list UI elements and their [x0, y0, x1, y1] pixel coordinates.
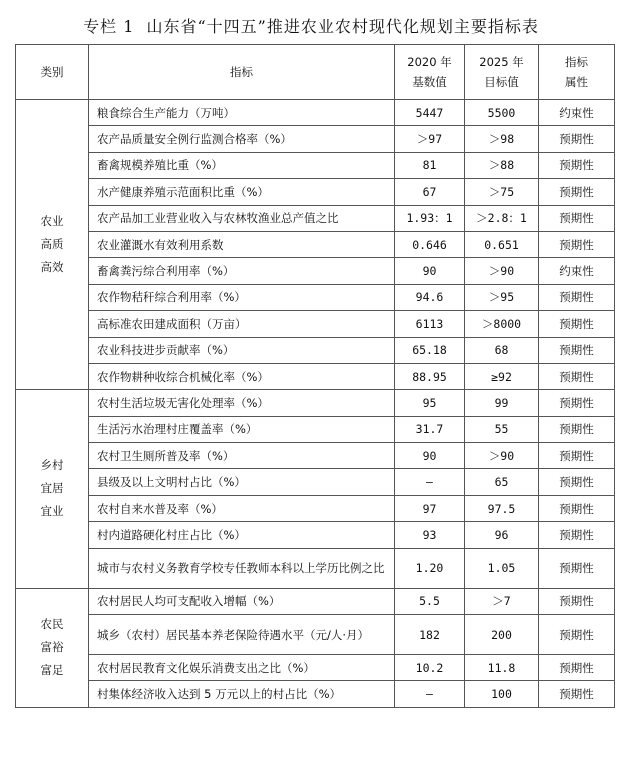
- table-row: [16, 363, 615, 389]
- target-value-cell: 68: [465, 337, 539, 363]
- table-row: [16, 205, 615, 231]
- attribute-cell: 预期性: [539, 495, 615, 521]
- attribute-cell: 预期性: [539, 337, 615, 363]
- header-target-value: 2025 年 目标值: [465, 45, 539, 100]
- attribute-cell: 预期性: [539, 522, 615, 548]
- base-value-cell: 65.18: [395, 337, 465, 363]
- table-row: [16, 337, 615, 363]
- base-value-cell: 90: [395, 258, 465, 284]
- attribute-cell: 预期性: [539, 126, 615, 152]
- attribute-cell: 预期性: [539, 363, 615, 389]
- table-row: [16, 231, 615, 257]
- base-value-cell: 182: [395, 615, 465, 655]
- table-row: [16, 284, 615, 310]
- attribute-cell: 预期性: [539, 588, 615, 614]
- target-value-cell: 11.8: [465, 655, 539, 681]
- indicator-name-cell: 村集体经济收入达到 5 万元以上的村占比（%）: [89, 681, 395, 707]
- indicator-name-cell: 农作物秸秆综合利用率（%）: [89, 284, 395, 310]
- attribute-cell: 预期性: [539, 390, 615, 416]
- table-row: [16, 258, 615, 284]
- attribute-cell: 预期性: [539, 179, 615, 205]
- table-row: [16, 126, 615, 152]
- base-value-cell: 90: [395, 443, 465, 469]
- attribute-cell: 预期性: [539, 548, 615, 588]
- base-value-cell: 67: [395, 179, 465, 205]
- header-attribute: 指标 属性: [539, 45, 615, 100]
- attribute-cell: 预期性: [539, 284, 615, 310]
- base-value-cell: 6113: [395, 311, 465, 337]
- indicator-name-cell: 农业灌溉水有效利用系数: [89, 231, 395, 257]
- attribute-cell: 预期性: [539, 681, 615, 707]
- indicator-name-cell: 水产健康养殖示范面积比重（%）: [89, 179, 395, 205]
- attribute-cell: 预期性: [539, 311, 615, 337]
- target-value-cell: 100: [465, 681, 539, 707]
- base-value-cell: 10.2: [395, 655, 465, 681]
- table-row: [16, 152, 615, 178]
- table-row: [16, 179, 615, 205]
- target-value-cell: ＞7: [465, 588, 539, 614]
- table-row: [16, 495, 615, 521]
- indicator-name-cell: 畜禽粪污综合利用率（%）: [89, 258, 395, 284]
- header-base-value: 2020 年 基数值: [395, 45, 465, 100]
- indicator-name-cell: 农产品质量安全例行监测合格率（%）: [89, 126, 395, 152]
- target-value-cell: ＞90: [465, 443, 539, 469]
- indicator-name-cell: 县级及以上文明村占比（%）: [89, 469, 395, 495]
- base-value-cell: ＞97: [395, 126, 465, 152]
- table-row: [16, 311, 615, 337]
- target-value-cell: 97.5: [465, 495, 539, 521]
- attribute-cell: 预期性: [539, 416, 615, 442]
- base-value-cell: 94.6: [395, 284, 465, 310]
- base-value-cell: 93: [395, 522, 465, 548]
- target-value-cell: ≥92: [465, 363, 539, 389]
- table-row: [16, 522, 615, 548]
- table-row: [16, 390, 615, 416]
- attribute-cell: 预期性: [539, 469, 615, 495]
- indicator-name-cell: 农业科技进步贡献率（%）: [89, 337, 395, 363]
- target-value-cell: 65: [465, 469, 539, 495]
- base-value-cell: 88.95: [395, 363, 465, 389]
- indicator-name-cell: 农村自来水普及率（%）: [89, 495, 395, 521]
- indicator-name-cell: 农村生活垃圾无害化处理率（%）: [89, 390, 395, 416]
- table-row: [16, 588, 615, 614]
- base-value-cell: 81: [395, 152, 465, 178]
- attribute-cell: 约束性: [539, 258, 615, 284]
- attribute-cell: 预期性: [539, 205, 615, 231]
- attribute-cell: 预期性: [539, 231, 615, 257]
- base-value-cell: 1.93：1: [395, 205, 465, 231]
- attribute-cell: 预期性: [539, 615, 615, 655]
- column-label: 专栏 1: [83, 17, 135, 36]
- category-cell: 乡村 宜居 宜业: [16, 390, 89, 588]
- attribute-cell: 预期性: [539, 655, 615, 681]
- indicator-name-cell: 城乡（农村）居民基本养老保险待遇水平（元/人·月）: [89, 615, 395, 655]
- base-value-cell: —: [395, 469, 465, 495]
- base-value-cell: 5.5: [395, 588, 465, 614]
- base-value-cell: 95: [395, 390, 465, 416]
- table-row: [16, 615, 615, 655]
- indicator-name-cell: 农村卫生厕所普及率（%）: [89, 443, 395, 469]
- base-value-cell: 97: [395, 495, 465, 521]
- indicator-name-cell: 粮食综合生产能力（万吨）: [89, 100, 395, 126]
- table-row: [16, 469, 615, 495]
- base-value-cell: 5447: [395, 100, 465, 126]
- indicator-name-cell: 生活污水治理村庄覆盖率（%）: [89, 416, 395, 442]
- target-value-cell: 0.651: [465, 231, 539, 257]
- category-cell: 农业 高质 高效: [16, 100, 89, 390]
- attribute-cell: 预期性: [539, 443, 615, 469]
- indicator-name-cell: 畜禽规模养殖比重（%）: [89, 152, 395, 178]
- table-row: [16, 655, 615, 681]
- target-value-cell: 200: [465, 615, 539, 655]
- target-value-cell: 96: [465, 522, 539, 548]
- indicator-name-cell: 城市与农村义务教育学校专任教师本科以上学历比例之比: [89, 548, 395, 588]
- table-row: [16, 100, 615, 126]
- attribute-cell: 预期性: [539, 152, 615, 178]
- header-row: [16, 45, 615, 100]
- target-value-cell: 99: [465, 390, 539, 416]
- target-value-cell: 55: [465, 416, 539, 442]
- indicator-name-cell: 村内道路硬化村庄占比（%）: [89, 522, 395, 548]
- target-value-cell: ＞90: [465, 258, 539, 284]
- target-value-cell: ＞88: [465, 152, 539, 178]
- indicator-name-cell: 农产品加工业营业收入与农林牧渔业总产值之比: [89, 205, 395, 231]
- target-value-cell: ＞8000: [465, 311, 539, 337]
- base-value-cell: 0.646: [395, 231, 465, 257]
- base-value-cell: —: [395, 681, 465, 707]
- target-value-cell: ＞75: [465, 179, 539, 205]
- header-category: 类别: [16, 45, 89, 100]
- title-text: 山东省“十四五”推进农业农村现代化规划主要指标表: [146, 17, 539, 36]
- indicator-name-cell: 农作物耕种收综合机械化率（%）: [89, 363, 395, 389]
- category-cell: 农民 富裕 富足: [16, 588, 89, 707]
- indicator-name-cell: 农村居民教育文化娱乐消费支出之比（%）: [89, 655, 395, 681]
- table-row: [16, 443, 615, 469]
- table-row: [16, 416, 615, 442]
- table-row: [16, 681, 615, 707]
- base-value-cell: 31.7: [395, 416, 465, 442]
- target-value-cell: ＞98: [465, 126, 539, 152]
- attribute-cell: 约束性: [539, 100, 615, 126]
- table-body: [16, 100, 615, 708]
- target-value-cell: ＞95: [465, 284, 539, 310]
- table-row: [16, 548, 615, 588]
- indicator-table: [15, 44, 615, 708]
- target-value-cell: 5500: [465, 100, 539, 126]
- table-title: [0, 14, 622, 37]
- indicator-name-cell: 高标准农田建成面积（万亩）: [89, 311, 395, 337]
- target-value-cell: 1.05: [465, 548, 539, 588]
- target-value-cell: ＞2.8：1: [465, 205, 539, 231]
- base-value-cell: 1.20: [395, 548, 465, 588]
- header-indicator: 指标: [89, 45, 395, 100]
- indicator-name-cell: 农村居民人均可支配收入增幅（%）: [89, 588, 395, 614]
